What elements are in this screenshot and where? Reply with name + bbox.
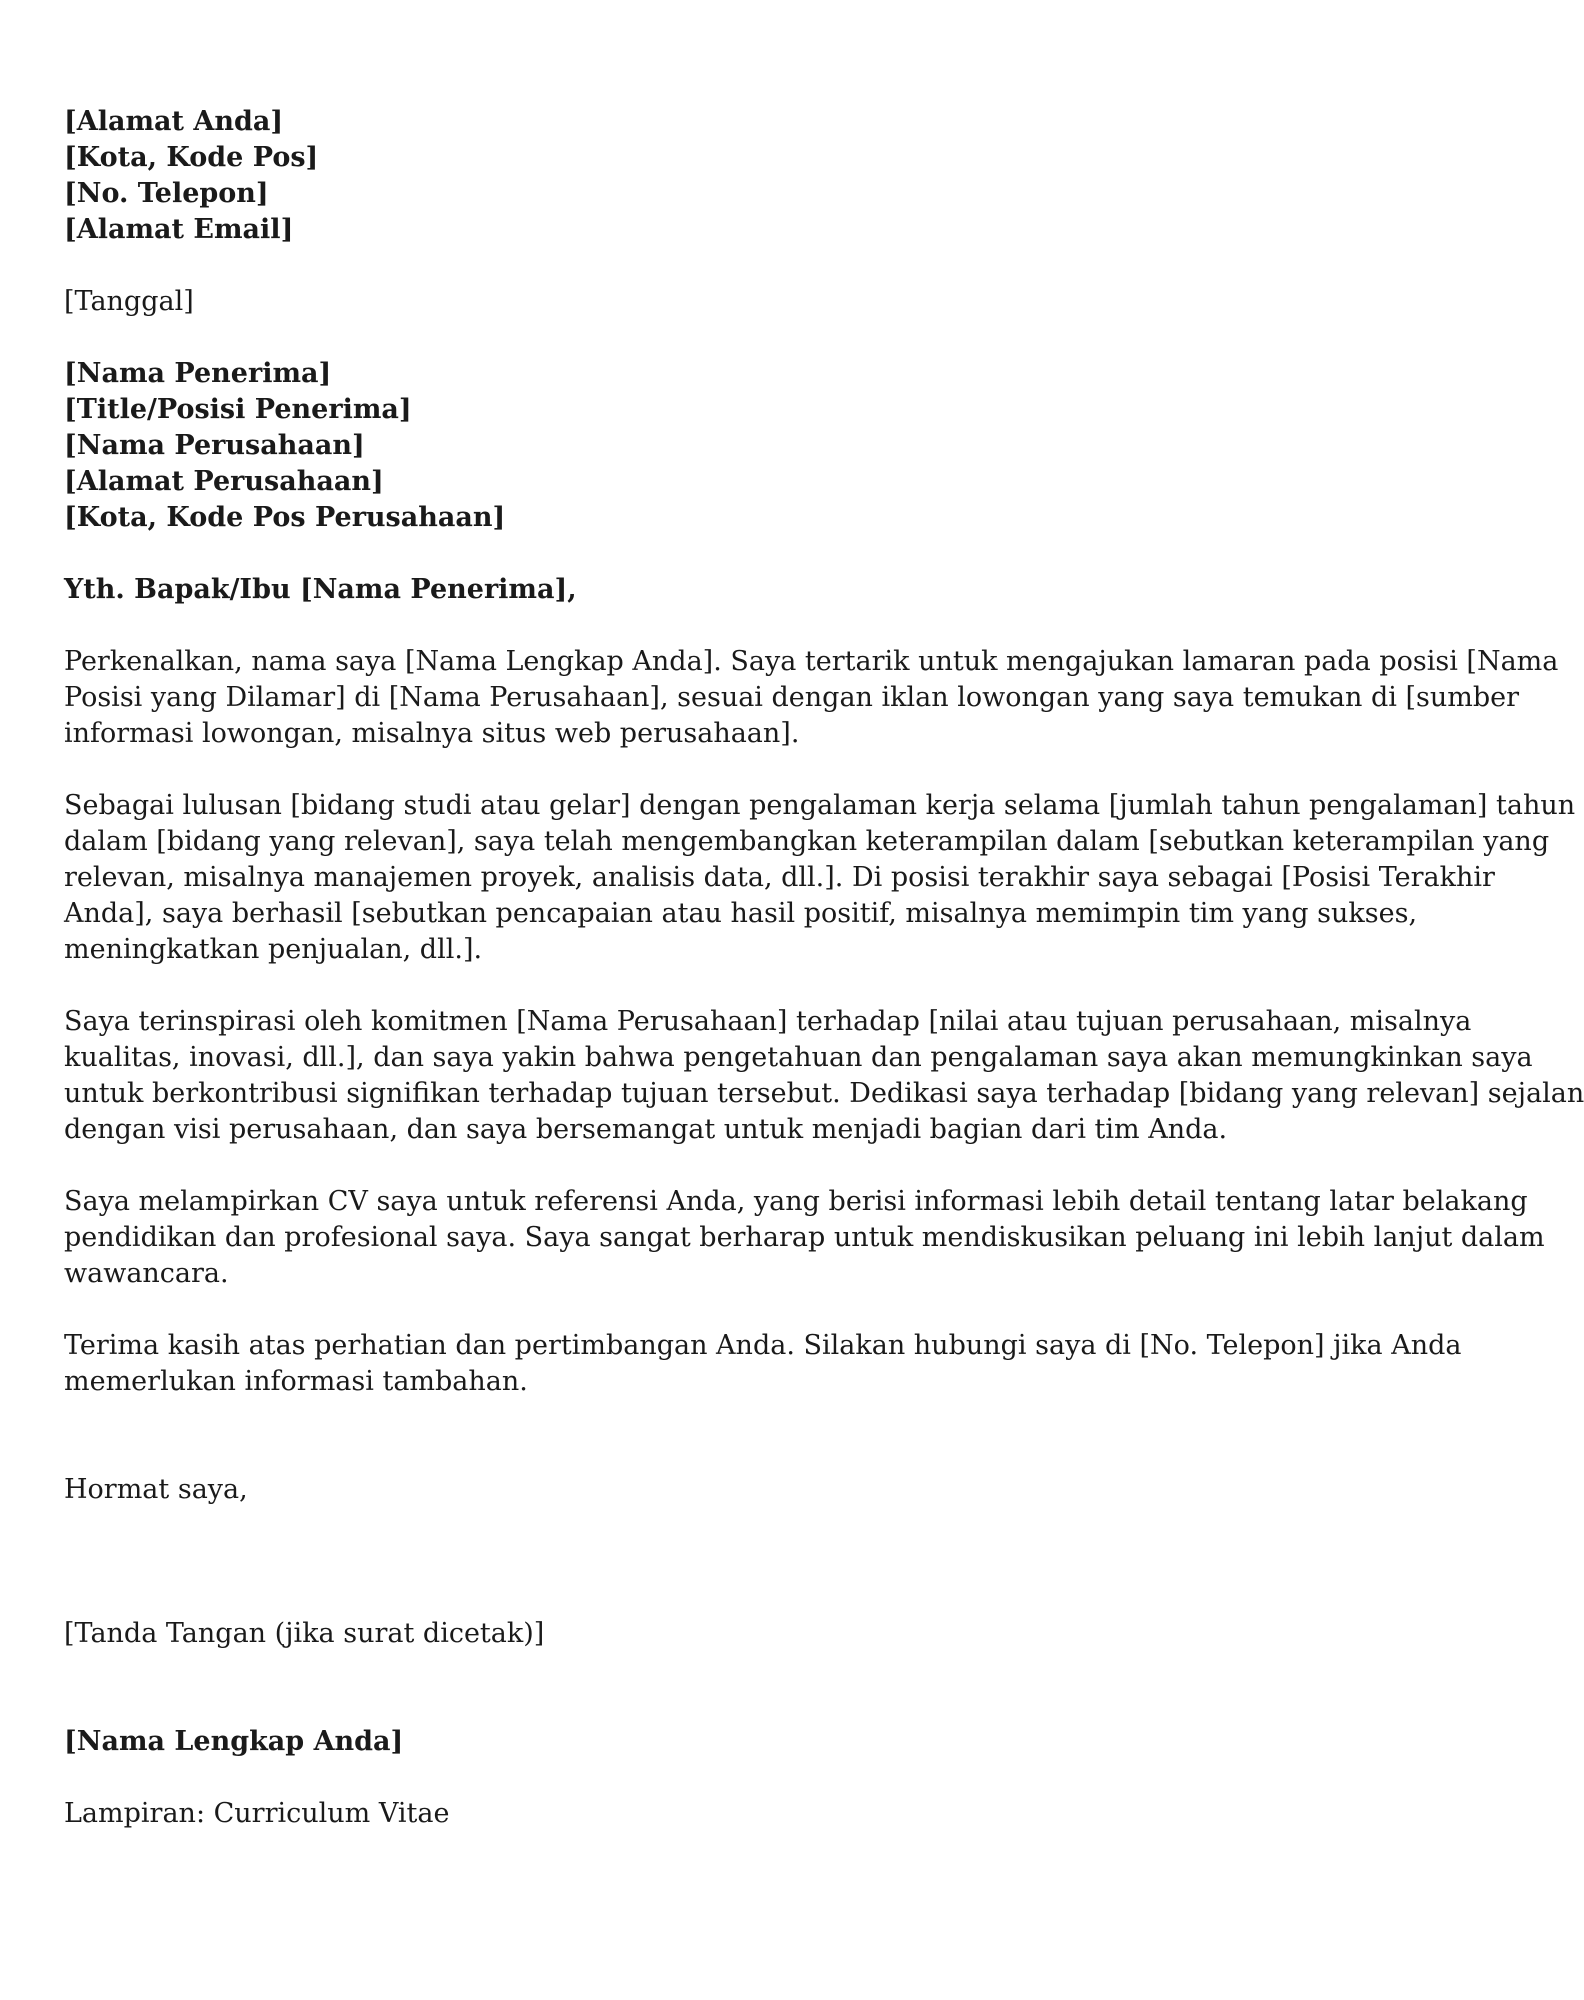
paragraph-line: untuk berkontribusi signifikan terhadap tujuan tersebut. Dedikasi saya terhadap [bidang yang relevan] sejalan [64, 1078, 1584, 1109]
signer-name: [Nama Lengkap Anda] [64, 1726, 404, 1757]
paragraph-line: Saya melampirkan CV saya untuk referensi Anda, yang berisi informasi lebih detail tentang latar belakang [64, 1186, 1528, 1217]
sender-block [64, 104, 1364, 248]
paragraph-line: informasi lowongan, misalnya situs web perusahaan]. [64, 718, 800, 749]
sender-address: [Alamat Anda] [64, 106, 284, 137]
letter-date: [Tanggal] [64, 286, 194, 317]
paragraph-line: wawancara. [64, 1258, 229, 1289]
sender-city-postal: [Kota, Kode Pos] [64, 142, 319, 173]
attachment-block [64, 1796, 1364, 1832]
recipient-company-address: [Alamat Perusahaan] [64, 466, 384, 497]
closing-block [64, 1472, 1364, 1508]
closing: Hormat saya, [64, 1474, 248, 1505]
paragraph-line: Saya terinspirasi oleh komitmen [Nama Perusahaan] terhadap [nilai atau tujuan perusahaan, misalnya [64, 1006, 1472, 1037]
salutation: Yth. Bapak/Ibu [Nama Penerima], [64, 574, 577, 605]
signer-block [64, 1724, 1364, 1760]
sender-email: [Alamat Email] [64, 214, 294, 245]
paragraph-line: dengan visi perusahaan, dan saya bersemangat untuk menjadi bagian dari tim Anda. [64, 1114, 1228, 1145]
salutation-block [64, 572, 1364, 608]
recipient-title: [Title/Posisi Penerima] [64, 394, 412, 425]
paragraph-line: Terima kasih atas perhatian dan pertimbangan Anda. Silakan hubungi saya di [No. Telepon] jika Anda [64, 1330, 1462, 1361]
paragraph-3 [64, 1004, 1584, 1148]
paragraph-5 [64, 1328, 1462, 1400]
paragraph-line: Perkenalkan, nama saya [Nama Lengkap Anda]. Saya tertarik untuk mengajukan lamaran pada posisi [Nama [64, 646, 1559, 677]
paragraph-line: meningkatkan penjualan, dll.]. [64, 934, 483, 965]
paragraph-2 [64, 788, 1576, 968]
paragraph-line: pendidikan dan profesional saya. Saya sangat berharap untuk mendiskusikan peluang ini lebih lanjut dalam [64, 1222, 1545, 1253]
paragraph-4 [64, 1184, 1545, 1292]
paragraph-line: kualitas, inovasi, dll.], dan saya yakin bahwa pengetahuan dan pengalaman saya akan memungkinkan saya [64, 1042, 1533, 1073]
date-block [64, 284, 1364, 320]
letter-page [64, 104, 1584, 1832]
paragraph-line: relevan, misalnya manajemen proyek, analisis data, dll.]. Di posisi terakhir saya sebagai [Posisi Terakhir [64, 862, 1495, 893]
paragraph-1 [64, 644, 1559, 752]
recipient-company: [Nama Perusahaan] [64, 430, 365, 461]
paragraph-line: dalam [bidang yang relevan], saya telah mengembangkan keterampilan dalam [sebutkan keterampilan yang [64, 826, 1550, 857]
paragraph-line: Anda], saya berhasil [sebutkan pencapaian atau hasil positif, misalnya memimpin tim yang sukses, [64, 898, 1418, 929]
recipient-block [64, 356, 1364, 536]
attachment-note: Lampiran: Curriculum Vitae [64, 1798, 450, 1829]
paragraph-line: Sebagai lulusan [bidang studi atau gelar] dengan pengalaman kerja selama [jumlah tahun pengalaman] tahun [64, 790, 1576, 821]
paragraph-line: Posisi yang Dilamar] di [Nama Perusahaan], sesuai dengan iklan lowongan yang saya temukan di [sumber [64, 682, 1520, 713]
recipient-company-city-postal: [Kota, Kode Pos Perusahaan] [64, 502, 506, 533]
recipient-name: [Nama Penerima] [64, 358, 332, 389]
paragraph-line: memerlukan informasi tambahan. [64, 1366, 528, 1397]
signature-placeholder: [Tanda Tangan (jika surat dicetak)] [64, 1618, 545, 1649]
sender-phone: [No. Telepon] [64, 178, 269, 209]
signature-block [64, 1616, 1364, 1652]
